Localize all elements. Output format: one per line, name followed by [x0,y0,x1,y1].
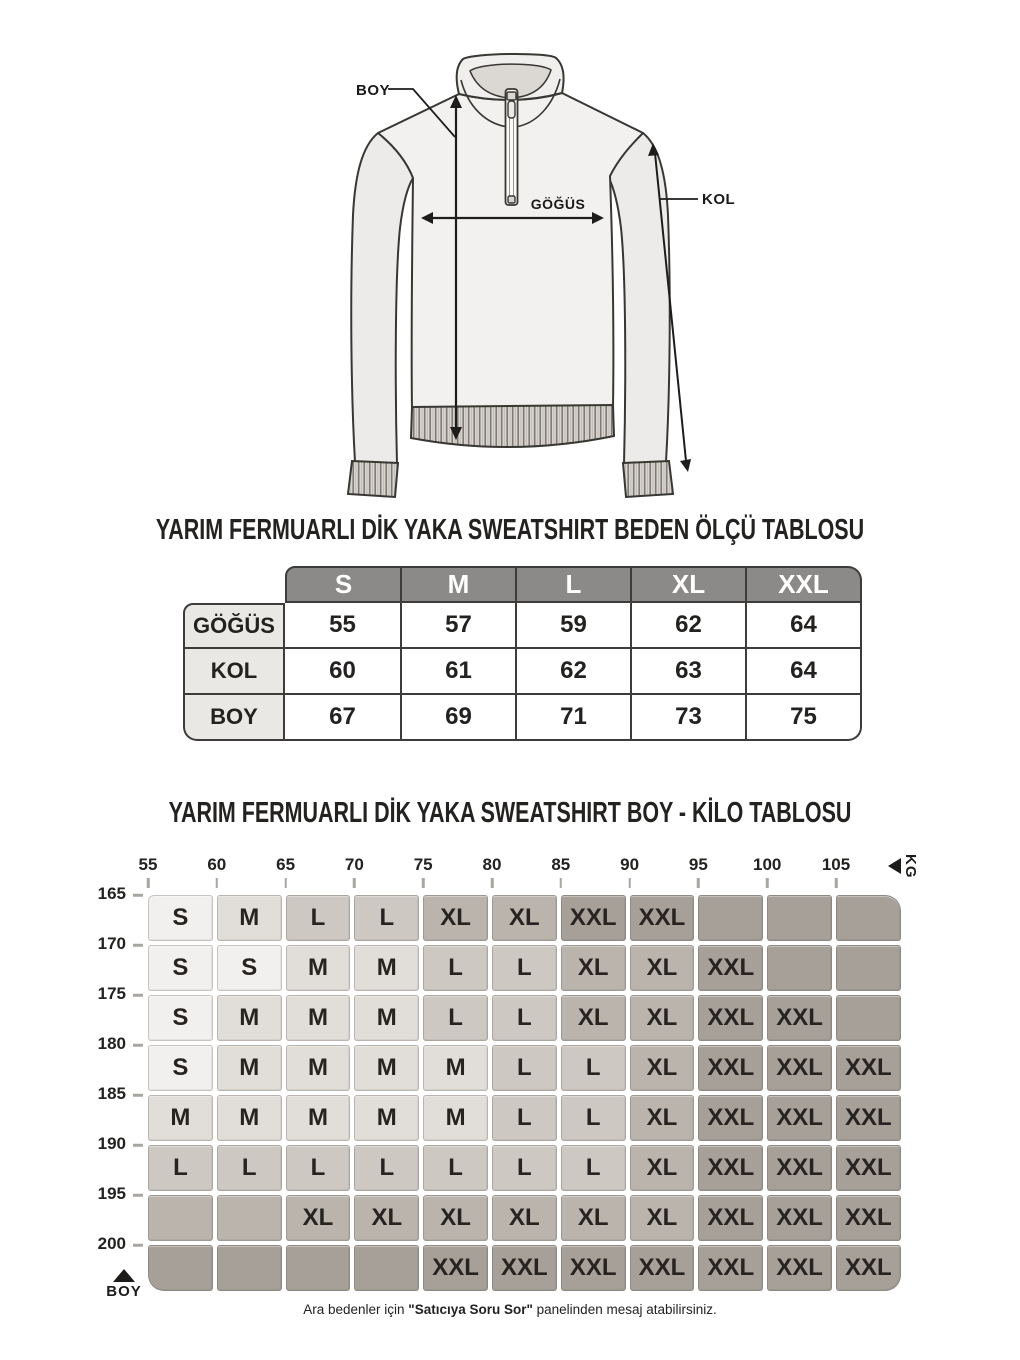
fit-cell: XXL [836,1045,901,1091]
fit-cell [698,895,763,941]
fit-cell: XL [492,895,557,941]
fit-cell: XXL [630,895,695,941]
measurement-value: 69 [402,695,517,741]
size-column-header: S [285,566,402,603]
fit-cell: M [423,1045,488,1091]
fit-matrix-grid [148,895,901,1291]
fit-cell: XXL [767,1245,832,1291]
size-table-wrap [183,566,862,741]
weight-tick [216,878,219,888]
fit-cell: XL [561,1195,626,1241]
height-tick [133,1044,143,1047]
fit-cell: L [148,1145,213,1191]
fit-cell: L [492,945,557,991]
fit-cell: XL [630,1045,695,1091]
measurement-value: 71 [517,695,632,741]
fit-cell: XL [286,1195,351,1241]
height-tick [133,1144,143,1147]
weight-label: 70 [344,855,364,874]
fit-cell: XXL [767,1145,832,1191]
height-label: 200 [97,1234,126,1253]
measurement-value: 67 [285,695,402,741]
fit-cell: XL [492,1195,557,1241]
size-column-header: M [402,566,517,603]
weight-tick [353,878,356,888]
fit-cell: M [217,1045,282,1091]
measurement-value: 64 [747,649,862,695]
height-label: 165 [97,884,126,903]
fit-cell: S [148,1045,213,1091]
measurement-value: 63 [632,649,747,695]
hem-ribbing [411,405,614,447]
fit-cell: XXL [698,1145,763,1191]
fit-cell: XXL [836,1095,901,1141]
fit-cell [354,1245,419,1291]
footer-prefix: Ara bedenler için [303,1302,409,1317]
fit-matrix-title: YARIM FERMUARLI DİK YAKA SWEATSHIRT BOY - KİLO TABLOSU [168,797,852,829]
fit-cell [836,895,901,941]
weight-label: 90 [620,855,640,874]
height-label: 170 [97,934,126,953]
fit-cell: XL [630,1195,695,1241]
fit-cell: M [286,945,351,991]
sweatshirt-diagram [0,0,1020,512]
fit-cell: M [423,1095,488,1141]
weight-label: 60 [207,855,227,874]
weight-tick [835,878,838,888]
arrow-up-icon [113,1269,135,1282]
footer-suffix: panelinden mesaj atabilirsiniz. [532,1302,717,1317]
weight-label: 105 [821,855,851,874]
measurement-value: 62 [517,649,632,695]
height-tick [133,1094,143,1097]
height-label: 195 [97,1184,126,1203]
zipper [506,89,518,205]
fit-cell: M [217,1095,282,1141]
fit-cell: L [423,1145,488,1191]
fit-cell: L [492,1095,557,1141]
fit-cell: XXL [836,1245,901,1291]
measurement-value: 64 [747,603,862,649]
size-table-row [183,603,862,649]
fit-cell: L [561,1145,626,1191]
chest-label: GÖĞÜS [530,196,586,212]
fit-cell: XXL [561,1245,626,1291]
height-tick [133,1194,143,1197]
weight-tick [697,878,700,888]
weight-tick [491,878,494,888]
size-column-header: L [517,566,632,603]
fit-cell: XXL [698,995,763,1041]
fit-cell: XXL [767,1045,832,1091]
weight-tick [628,878,631,888]
weight-label: 85 [551,855,571,874]
fit-cell: S [148,995,213,1041]
measurement-value: 59 [517,603,632,649]
fit-cell: XXL [836,1195,901,1241]
fit-cell: M [354,995,419,1041]
fit-cell [217,1195,282,1241]
fit-cell: XXL [698,1045,763,1091]
height-tick [133,944,143,947]
fit-cell: XXL [492,1245,557,1291]
measurement-value: 73 [632,695,747,741]
fit-cell: XL [561,945,626,991]
fit-cell: L [561,1095,626,1141]
height-label: 185 [97,1084,126,1103]
fit-cell: M [286,1095,351,1141]
weight-label: 95 [688,855,708,874]
fit-cell [836,995,901,1041]
kg-axis-label: KG [902,854,919,879]
fit-cell: XXL [698,945,763,991]
weight-tick [147,878,150,888]
length-label: BOY [356,82,391,99]
weight-label: 100 [753,855,782,874]
measurement-value: 60 [285,649,402,695]
weight-label: 75 [413,855,433,874]
fit-cell: M [286,995,351,1041]
fit-cell: L [423,945,488,991]
fit-cell [767,895,832,941]
size-column-header: XL [632,566,747,603]
weight-tick [284,878,287,888]
weight-label: 80 [482,855,502,874]
height-tick [133,994,143,997]
height-label: 175 [97,984,126,1003]
size-table-header-row [183,566,862,603]
fit-cell: L [354,895,419,941]
height-tick [133,894,143,897]
fit-cell: L [286,1145,351,1191]
size-table [183,566,862,741]
fit-cell [767,945,832,991]
fit-cell [836,945,901,991]
measurement-label: BOY [183,695,285,741]
fit-cell: XXL [561,895,626,941]
fit-cell: M [286,1045,351,1091]
cuffs [348,461,673,497]
height-label: 180 [97,1034,126,1053]
size-table-body [183,603,862,741]
weight-label: 65 [276,855,296,874]
fit-cell: M [354,1095,419,1141]
boy-axis-label: BOY [106,1283,142,1300]
measurement-label: KOL [183,649,285,695]
fit-cell: S [148,945,213,991]
fit-cell: L [492,995,557,1041]
fit-cell [217,1245,282,1291]
fit-cell: L [561,1045,626,1091]
fit-cell: XXL [767,1195,832,1241]
measurement-value: 61 [402,649,517,695]
fit-cell: XXL [423,1245,488,1291]
measurement-value: 57 [402,603,517,649]
fit-cell: M [354,1045,419,1091]
weight-tick [560,878,563,888]
arrow-left-icon [888,858,901,874]
fit-cell: XL [630,1095,695,1141]
footer-highlight: "Satıcıya Soru Sor" [408,1302,533,1317]
fit-cell: XXL [698,1245,763,1291]
fit-cell: S [217,945,282,991]
fit-cell: M [217,995,282,1041]
fit-cell: XL [423,895,488,941]
fit-cell: XXL [698,1095,763,1141]
measurement-label: GÖĞÜS [183,603,285,649]
fit-cell: XL [630,945,695,991]
fit-cell: M [217,895,282,941]
fit-cell: L [492,1045,557,1091]
fit-cell [148,1195,213,1241]
fit-cell: XL [630,1145,695,1191]
fit-cell: XL [630,995,695,1041]
measurement-value: 75 [747,695,862,741]
fit-cell: L [286,895,351,941]
fit-cell: XXL [836,1145,901,1191]
fit-cell: S [148,895,213,941]
kg-axis-marker [888,854,919,879]
size-table-corner [183,566,285,603]
fit-matrix-section [0,845,1020,1305]
measurement-value: 62 [632,603,747,649]
weight-tick [422,878,425,888]
sleeve-label: KOL [702,191,736,208]
fit-cell: M [354,945,419,991]
fit-cell: M [148,1095,213,1141]
fit-cell: XXL [630,1245,695,1291]
fit-cell: L [423,995,488,1041]
fit-cell: XL [354,1195,419,1241]
fit-cell: L [354,1145,419,1191]
fit-cell: XXL [767,995,832,1041]
fit-cell [148,1245,213,1291]
height-label: 190 [97,1134,126,1153]
size-table-row [183,649,862,695]
size-column-header: XXL [747,566,862,603]
fit-cell: XXL [698,1195,763,1241]
fit-cell: XXL [767,1095,832,1141]
height-tick [133,1244,143,1247]
fit-cell: XL [561,995,626,1041]
footer-note [0,1302,1020,1317]
size-table-title: YARIM FERMUARLI DİK YAKA SWEATSHIRT BEDEN ÖLÇÜ TABLOSU [155,514,865,546]
fit-cell [286,1245,351,1291]
fit-cell: L [492,1145,557,1191]
fit-cell: XL [423,1195,488,1241]
size-table-row [183,695,862,741]
fit-cell: L [217,1145,282,1191]
measurement-value: 55 [285,603,402,649]
boy-axis-marker [102,1269,146,1300]
weight-tick [766,878,769,888]
weight-label: 55 [138,855,158,874]
